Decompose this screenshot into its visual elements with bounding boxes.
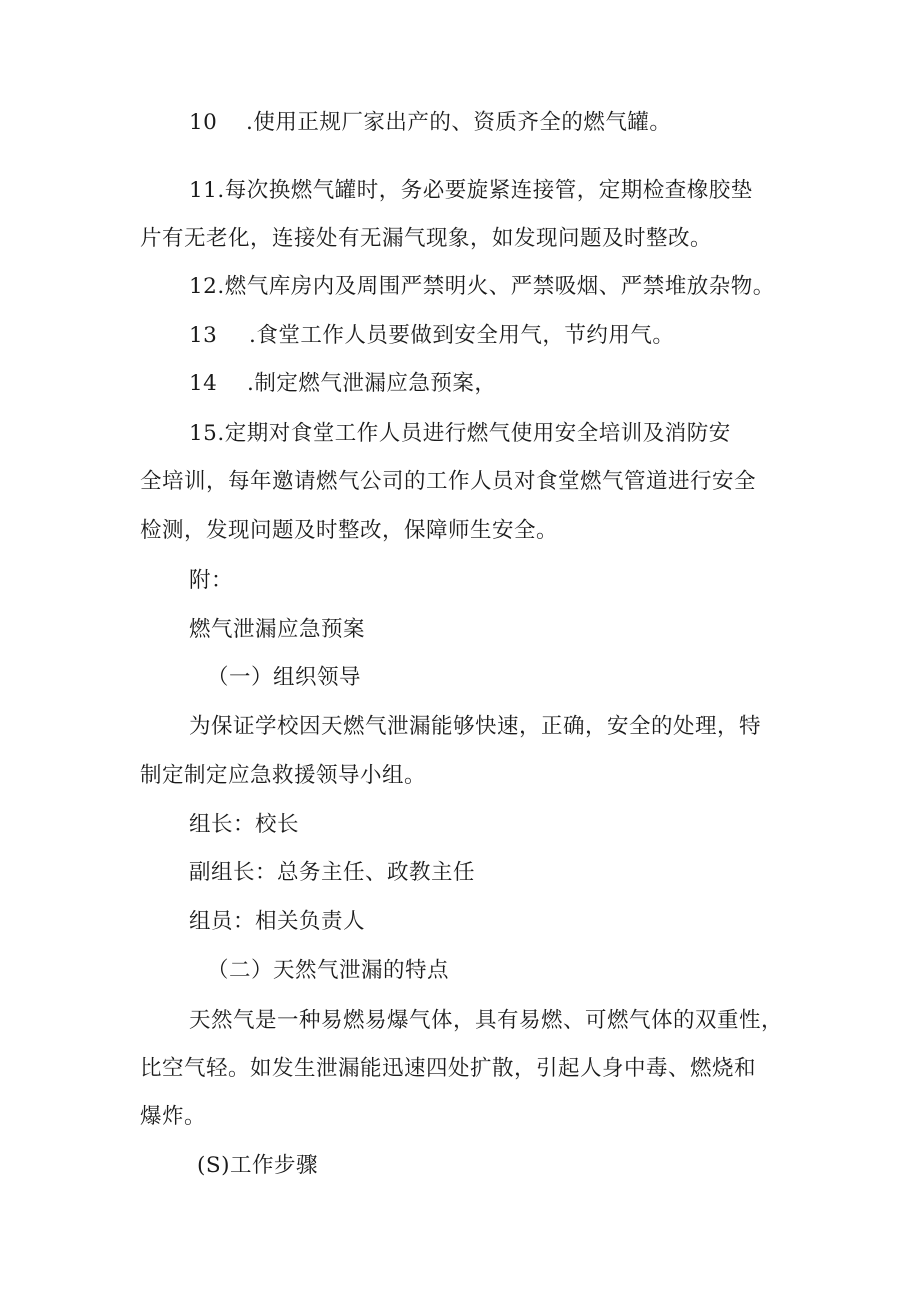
item-number: 14 — [189, 371, 218, 396]
members-line: 组员：相关负责人 — [189, 909, 366, 934]
item-number: 13 — [189, 323, 218, 348]
section-2-heading: （二）天然气泄漏的特点 — [207, 958, 450, 983]
section-1-paragraph: 为保证学校因天燃气泄漏能够快速，正确，安全的处理，特 — [189, 714, 762, 739]
item-15-continuation: 全培训，每年邀请燃气公司的工作人员对食堂燃气管道进行安全 — [140, 469, 757, 494]
item-12 — [189, 276, 775, 298]
plan-title: 燃气泄漏应急预案 — [189, 617, 366, 642]
item-15-continuation-2: 检测，发现问题及时整改，保障师生安全。 — [140, 518, 559, 543]
item-text: .使用正规厂家出产的、资质齐全的燃气罐。 — [246, 110, 672, 135]
item-text: .食堂工作人员要做到安全用气，节约用气。 — [249, 323, 675, 348]
section-2-paragraph: 天然气是一种易燃易爆气体，具有易燃、可燃气体的双重性， — [189, 1008, 784, 1033]
section-1-paragraph-continuation: 制定制定应急救援领导小组。 — [140, 763, 427, 788]
item-15 — [189, 423, 731, 445]
item-number: 15 — [189, 421, 218, 446]
leader-line: 组长：校长 — [189, 812, 300, 837]
item-13 — [189, 325, 674, 347]
section-3-heading: (S)工作步骤 — [197, 1153, 319, 1178]
item-text: .每次换燃气罐时，务必要旋紧连接管，定期检查橡胶垫 — [217, 178, 753, 203]
deputy-line: 副组长：总务主任、政教主任 — [189, 860, 476, 885]
section-1-heading: （一）组织领导 — [207, 665, 362, 690]
item-text: .燃气库房内及周围严禁明火、严禁吸烟、严禁堆放杂物。 — [217, 274, 775, 299]
item-11 — [189, 180, 753, 202]
item-10 — [189, 112, 671, 134]
item-text: .定期对食堂工作人员进行燃气使用安全培训及消防安 — [217, 421, 731, 446]
item-11-continuation: 片有无老化，连接处有无漏气现象，如发现问题及时整改。 — [140, 226, 713, 251]
section-2-paragraph-continuation-2: 爆炸。 — [140, 1104, 207, 1129]
appendix-label: 附： — [189, 568, 234, 593]
item-number: 12 — [189, 274, 218, 299]
item-text: .制定燃气泄漏应急预案， — [247, 371, 497, 396]
item-14 — [189, 373, 496, 395]
item-number: 11 — [189, 178, 218, 203]
section-2-paragraph-continuation: 比空气轻。如发生泄漏能迅速四处扩散，引起人身中毒、燃烧和 — [140, 1056, 757, 1081]
item-number: 10 — [189, 110, 218, 135]
